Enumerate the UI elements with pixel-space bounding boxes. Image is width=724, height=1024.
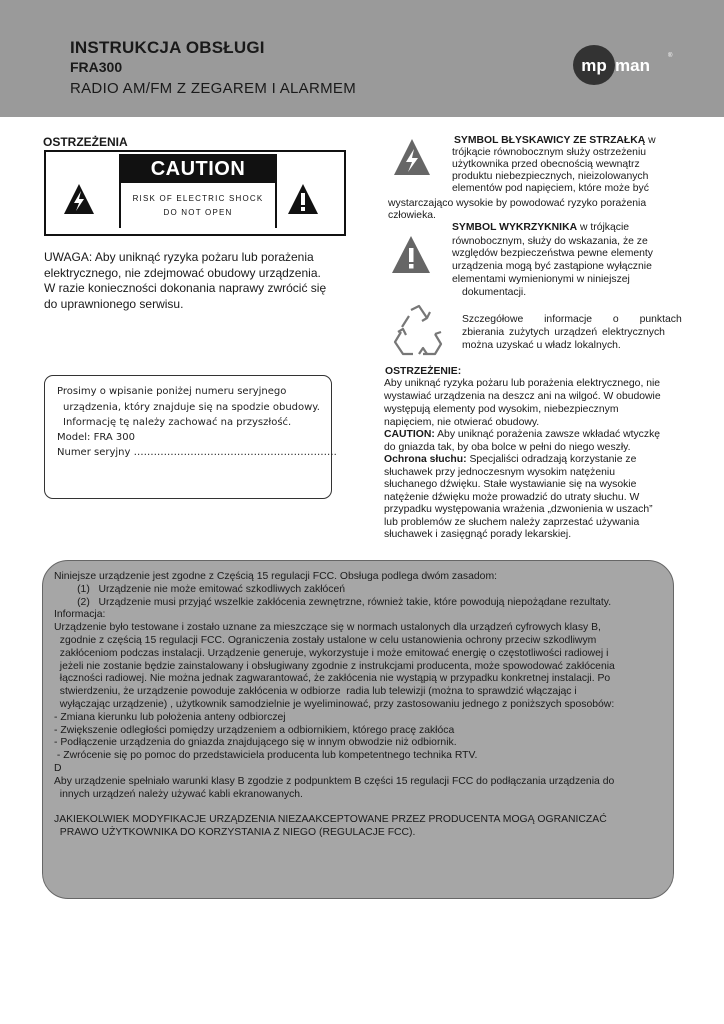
lightning-triangle-icon	[62, 182, 96, 216]
fcc-line: D	[54, 762, 62, 774]
caution-note-text: Aby uniknąć porażenia zawsze wkładać wtyczkę	[434, 429, 661, 440]
exclamation-line: względów bezpieczeństwa pewne elementy	[452, 248, 653, 259]
exclamation-symbol-icon	[390, 234, 432, 276]
lightning-line: elementów pod napięciem, które może być	[452, 183, 649, 194]
serial-line: Prosimy o wpisanie poniżej numeru seryjnego	[57, 386, 287, 397]
lightning-line: użytkownika przed obecnością wewnątrz	[452, 159, 640, 170]
fcc-line: (1) Urządzenie nie może emitować szkodliwych zakłóceń	[54, 583, 346, 595]
lightning-line: człowieka.	[388, 210, 436, 221]
ostrzezenie-line: wystawiać urządzenia na deszcz ani na wilgoć. W obudowie	[384, 391, 661, 402]
caution-note-line	[384, 429, 660, 441]
serial-number-box	[44, 375, 337, 499]
document-title: INSTRUKCJA OBSŁUGI	[70, 38, 265, 57]
hearing-line	[384, 454, 636, 466]
caution-note-label: CAUTION:	[384, 429, 435, 440]
warnings-heading: OSTRZEŻENIA	[43, 135, 128, 149]
exclamation-triangle-icon	[286, 182, 320, 216]
lightning-symbol-icon	[392, 137, 432, 179]
uwaga-line: UWAGA: Aby uniknąć ryzyka pożaru lub porażenia	[44, 250, 314, 264]
exclamation-title-tail: w trójkącie	[577, 222, 630, 233]
exclamation-line: urządzenia mogą być zastąpione wyłącznie	[452, 261, 652, 272]
hearing-line: słuchawek przy jednoczesnym wysokim natężeniu	[384, 467, 616, 478]
recycle-line: można uzyskać u władz lokalnych.	[462, 340, 621, 351]
fcc-line: Niniejsze urządzenie jest zgodne z Częścią 15 regulacji FCC. Obsługa podlega dwóm zasadom:	[54, 571, 497, 582]
caution-note-line: do gniazda tak, by oba bolce w pełni do niego weszły.	[384, 442, 631, 453]
lightning-title-tail: w	[645, 135, 656, 146]
exclamation-line: elementami wymienionymi w niniejszej	[452, 274, 630, 285]
lightning-line: produktu niebezpiecznych, nieizolowanych	[452, 171, 649, 182]
fcc-line: - Podłączenie urządzenia do gniazda znajdującego się w innym obwodzie niż odbiornik.	[54, 737, 457, 749]
fcc-line: wyłączając urządzenie) , użytkownik samodzielnie je wyeliminować, przy zastosowaniu jednego z poniższych sposobów:	[54, 698, 615, 710]
fcc-line: stwierdzeniu, że urządzenie powoduje zakłócenia w odbiorze radia lub telewizji (można to sprawdzić włączając i	[54, 686, 577, 698]
serial-model: Model: FRA 300	[57, 432, 135, 443]
fcc-line: - Zwiększenie odległości pomiędzy urządzeniem a odbiornikiem, którego pracę zakłóca	[54, 724, 455, 736]
fcc-line: - Zwrócenie się po pomoc do przedstawiciela producenta lub kompetentnego technika RTV.	[54, 750, 478, 762]
exclamation-title: SYMBOL WYKRZYKNIKA	[452, 222, 578, 233]
exclamation-line: równobocznym, służy do wskazania, że ze	[452, 236, 648, 247]
fcc-line: łączności radiowej. Nie można jednak zagwarantować, że zakłócenia nie wystąpią w przypadku konkretnej instalacji. Po	[54, 673, 611, 685]
hearing-line: słuchawek i zasięgnąć porady lekarskiej.	[384, 529, 572, 540]
fcc-line: - Zmiana kierunku lub położenia anteny odbiorczej	[54, 711, 286, 723]
uwaga-line: elektrycznego, nie zdejmować obudowy urządzenia.	[44, 265, 321, 280]
fcc-line: PRAWO UŻYTKOWNIKA DO KORZYSTANIA Z NIEGO (REGULACJE FCC).	[54, 826, 416, 838]
fcc-line: innych urządzeń należy używać kabli ekranowanych.	[54, 788, 303, 800]
logo-registered-mark: ®	[668, 53, 673, 59]
recycle-line: Szczegółowe informacje o punktach	[462, 314, 682, 325]
logo-mp-text: mp	[581, 56, 607, 75]
document-subtitle: RADIO AM/FM Z ZEGAREM I ALARMEM	[70, 80, 356, 97]
hearing-line: przypadku występowania wrażenia „dzwonienia w uszach”	[384, 504, 653, 515]
caution-line-1: RISK OF ELECTRIC SHOCK	[132, 194, 264, 203]
hearing-line: słuchanego dźwięku. Stałe wystawianie się na wysokie	[384, 479, 637, 490]
caution-title: CAUTION	[121, 154, 275, 183]
exclamation-title-line	[452, 222, 629, 234]
hearing-label: Ochrona słuchu:	[384, 454, 467, 465]
exclamation-line: dokumentacji.	[462, 287, 527, 298]
fcc-line: zgodnie z częścią 15 regulacji FCC. Ograniczenia zostały ustalone w celu ustanowienia ochrony przeciw szkodliwym	[54, 634, 597, 646]
hearing-line: natężenie dźwięku może prowadzić do utraty słuchu. W	[384, 492, 640, 503]
uwaga-paragraph	[44, 250, 344, 312]
serial-line: urządzenia, który znajduje się na spodzie obudowy.	[63, 402, 320, 413]
fcc-line: Informacja:	[54, 609, 106, 621]
uwaga-line: do uprawnionego serwisu.	[44, 296, 184, 311]
lightning-line: trójkącie równobocznym służy ostrzeżeniu	[452, 147, 647, 158]
fcc-line: Aby urządzenie spełniało warunki klasy B zgodzie z podpunktem B części 15 regulacji FCC do podłączania urządzenia do	[54, 775, 615, 787]
lightning-title-line	[454, 135, 656, 147]
fcc-line: Urządzenie było testowane i zostało uznane za mieszczące się w normach ustalonych dla urządzeń cyfrowych klasy B,	[54, 622, 601, 634]
fcc-notice-text	[54, 571, 669, 840]
recycle-icon	[389, 302, 447, 360]
ostrzezenie-heading: OSTRZEŻENIE:	[385, 366, 462, 377]
fcc-line: JAKIEKOLWIEK MODYFIKACJE URZĄDZENIA NIEZAAKCEPTOWANE PRZEZ PRODUCENTA MOGĄ OGRANICZAĆ	[54, 814, 607, 826]
fcc-line: (2) Urządzenie musi przyjąć wszelkie zakłócenia zewnętrzne, również takie, które powodują niepożądane rezultaty.	[54, 596, 612, 608]
uwaga-line: W razie konieczności dokonania naprawy zwrócić się	[44, 281, 327, 295]
logo-man-text: man	[615, 56, 650, 75]
lightning-line: wystarczająco wysokie by powodować ryzyko porażenia	[388, 198, 647, 209]
mpman-logo	[572, 44, 676, 86]
lightning-title: SYMBOL BŁYSKAWICY ZE STRZAŁKĄ	[454, 135, 646, 146]
serial-number-field: Numer seryjny …………………………………………………….	[57, 447, 337, 458]
ostrzezenie-line: Aby uniknąć ryzyka pożaru lub porażenia elektrycznego, nie	[384, 378, 661, 389]
fcc-line: jeżeli nie zostanie będzie zainstalowany i obsługiwany zgodnie z instrukcjami producenta, może spowodować zakłócenia	[54, 660, 615, 672]
fcc-line: zakłóceniom podczas instalacji. Urządzenie generuje, wykorzystuje i może emitować energię o częstotliwości radiowej i	[54, 647, 609, 659]
recycle-line: zbierania zużytych urządzeń elektrycznych	[462, 327, 665, 338]
ostrzezenie-line: napięciem, nie otwierać obudowy.	[384, 417, 540, 428]
serial-line: Informację tę należy zachować na przyszłość.	[63, 417, 292, 428]
hearing-text: Specjaliści odradzają korzystanie ze	[466, 454, 637, 465]
caution-label-graphic	[44, 150, 346, 236]
caution-line-2: DO NOT OPEN	[163, 208, 233, 217]
hearing-line: lub problemów ze słuchem należy zaprzestać używania	[384, 517, 640, 528]
ostrzezenie-line: występują elementy pod wysokim, niebezpiecznym	[384, 404, 619, 415]
fcc-line	[54, 801, 669, 814]
model-number: FRA300	[70, 59, 123, 75]
